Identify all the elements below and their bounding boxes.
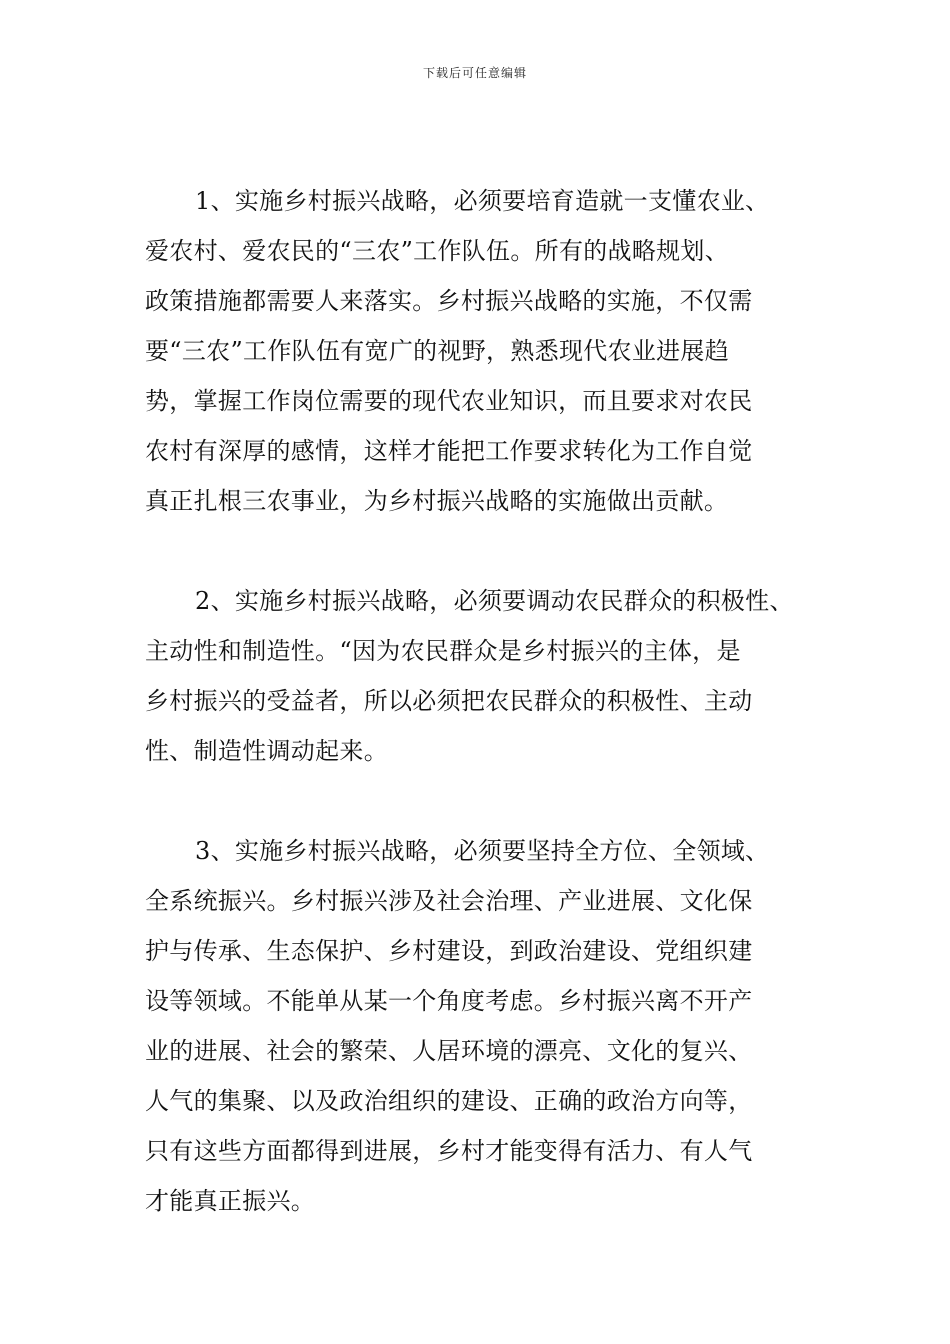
paragraph-line: 2、实施乡村振兴战略，必须要调动农民群众的积极性、	[195, 587, 794, 615]
paragraph-line: 要“三农”工作队伍有宽广的视野，熟悉现代农业进展趋	[145, 337, 730, 365]
paragraph-spacer	[145, 526, 805, 576]
paragraph-line: 性、制造性调动起来。	[145, 737, 388, 765]
paragraph-line: 真正扎根三农事业，为乡村振兴战略的实施做出贡献。	[145, 487, 729, 515]
paragraph-line: 业的进展、社会的繁荣、人居环境的漂亮、文化的复兴、	[145, 1037, 753, 1065]
paragraph-line: 设等领域。不能单从某一个角度考虑。乡村振兴离不开产	[145, 987, 753, 1015]
paragraph-line: 护与传承、生态保护、乡村建设，到政治建设、党组织建	[145, 937, 753, 965]
page-header: 下载后可任意编辑	[422, 66, 527, 80]
paragraph-1	[145, 176, 805, 526]
paragraph-line: 爱农村、爱农民的“三农”工作队伍。所有的战略规划、	[145, 237, 730, 265]
paragraph-line: 势，掌握工作岗位需要的现代农业知识，而且要求对农民	[145, 387, 753, 415]
paragraph-line: 只有这些方面都得到进展，乡村才能变得有活力、有人气	[145, 1137, 753, 1165]
paragraph-line: 主动性和制造性。“因为农民群众是乡村振兴的主体，是	[145, 637, 741, 665]
document-body	[145, 176, 805, 1226]
paragraph-line: 政策措施都需要人来落实。乡村振兴战略的实施，不仅需	[145, 287, 753, 315]
paragraph-spacer	[145, 776, 805, 826]
paragraph-line: 全系统振兴。乡村振兴涉及社会治理、产业进展、文化保	[145, 887, 753, 915]
paragraph-line: 1、实施乡村振兴战略，必须要培育造就一支懂农业、	[195, 187, 770, 215]
paragraph-3	[145, 826, 805, 1226]
paragraph-line: 乡村振兴的受益者，所以必须把农民群众的积极性、主动	[145, 687, 753, 715]
paragraph-line: 才能真正振兴。	[145, 1187, 316, 1215]
paragraph-line: 3、实施乡村振兴战略，必须要坚持全方位、全领域、	[195, 837, 770, 865]
paragraph-line: 人气的集聚、以及政治组织的建设、正确的政治方向等，	[145, 1087, 753, 1115]
paragraph-2	[145, 576, 805, 776]
paragraph-line: 农村有深厚的感情，这样才能把工作要求转化为工作自觉	[145, 437, 753, 465]
